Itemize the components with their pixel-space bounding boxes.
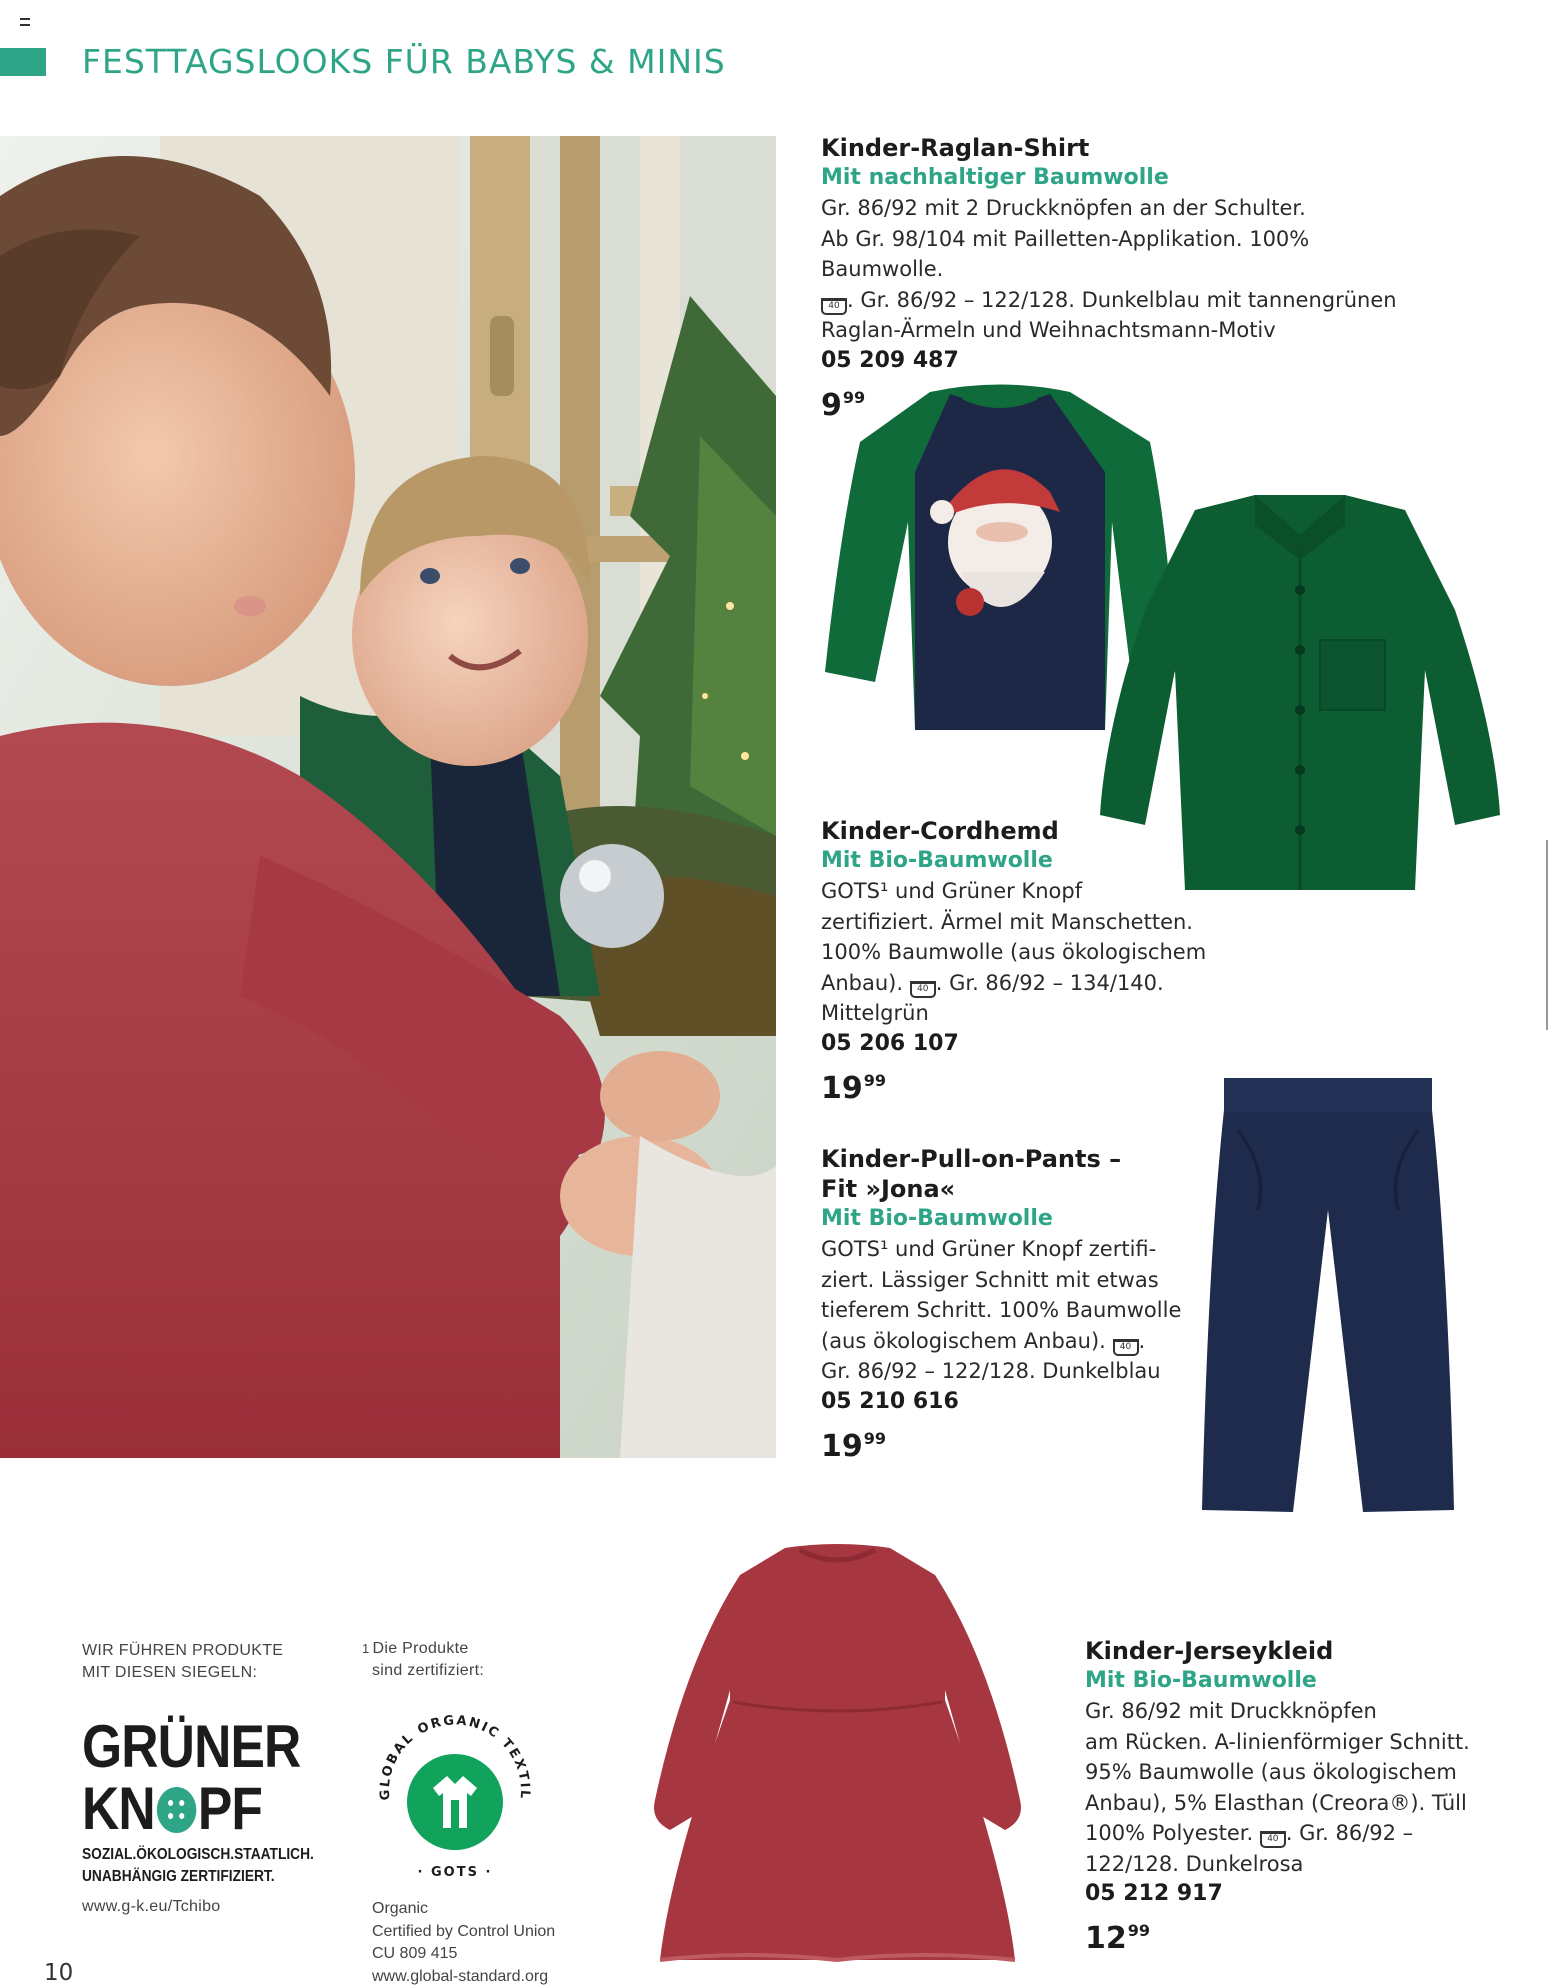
product-title: Kinder-Cordhemd (821, 817, 1059, 845)
gots-info (372, 1898, 555, 1988)
price-cents: 99 (863, 1070, 887, 1090)
wash-40-icon: 40 (1113, 1339, 1139, 1356)
product-title: Kinder-Raglan-Shirt (821, 134, 1090, 162)
gk-line1: GRÜNER (82, 1713, 301, 1780)
gk-tagline: UNABHÄNGIG ZERTIFIZIERT. (82, 1868, 275, 1885)
article-number: 05 210 616 (821, 1388, 959, 1414)
article-number: 05 209 487 (821, 347, 959, 373)
gk-line2b: PF (197, 1775, 263, 1842)
desc-line (821, 285, 1421, 316)
desc-line-text: . Gr. 86/92 – 122/128. Dunkelblau mit tannengrünen (847, 287, 1397, 312)
gots-info-line: Certified by Control Union (372, 1922, 556, 1940)
gk-line2a: KN (82, 1775, 155, 1842)
hero-photo (0, 136, 776, 1458)
product-subtitle: Mit nachhaltiger Baumwolle (821, 165, 1169, 190)
price-main: 19 (821, 1070, 863, 1106)
gots-info-line: Organic (372, 1900, 429, 1917)
desc-line: Mittelgrün (821, 1001, 929, 1025)
footnote-mark: 1 (362, 1641, 370, 1656)
product-title: Kinder-Jerseykleid (1085, 1637, 1334, 1665)
price (821, 1419, 1421, 1467)
page-edge-divider (1546, 840, 1548, 1030)
product-description (1085, 1696, 1545, 1879)
gruener-knopf-logo (82, 1713, 314, 1888)
gots-info-line: CU 809 415 (372, 1945, 458, 1962)
product-description (821, 193, 1421, 346)
price (1085, 1911, 1545, 1959)
desc-line-text: . Gr. 86/92 – (1285, 1821, 1414, 1845)
desc-line: Gr. 86/92 mit 2 Druckknöpfen an der Schulter. (821, 196, 1306, 220)
desc-line: GOTS¹ und Grüner Knopf (821, 879, 1083, 903)
seal-heading-line: MIT DIESEN SIEGELN: (82, 1664, 258, 1681)
desc-line: Gr. 86/92 mit Druckknöpfen (1085, 1699, 1377, 1723)
desc-line: 100% Baumwolle (aus ökologischem (821, 940, 1207, 964)
article-number: 05 212 917 (1085, 1881, 1223, 1906)
gots-bottom-text: · GOTS · (417, 1865, 493, 1880)
product-description (821, 1234, 1421, 1387)
desc-line: 95% Baumwolle (aus ökologischem (1085, 1760, 1457, 1784)
product-title-line: Fit »Jona« (821, 1175, 956, 1203)
desc-line (821, 1326, 1421, 1357)
header-accent-bar (0, 48, 46, 76)
desc-line-text: 100% Polyester. (1085, 1821, 1260, 1845)
desc-line: Gr. 86/92 – 122/128. Dunkelblau (821, 1359, 1161, 1383)
footnote-line: sind zertifiziert: (372, 1662, 485, 1679)
price-cents: 99 (842, 387, 866, 407)
wash-40-icon: 40 (821, 298, 847, 315)
button-icon (157, 1787, 197, 1833)
desc-line-text: . Gr. 86/92 – 134/140. (935, 970, 1164, 995)
wash-40-icon: 40 (910, 981, 936, 998)
jersey-dress-image (645, 1540, 1030, 1984)
product-subtitle: Mit Bio-Baumwolle (821, 1206, 1053, 1231)
seal-heading (82, 1640, 283, 1684)
gk-line2 (82, 1775, 263, 1842)
product-jerseykleid (1085, 1636, 1545, 1959)
desc-line-text: (aus ökologischem Anbau). (821, 1328, 1113, 1353)
desc-line-text: . (1138, 1328, 1146, 1353)
desc-line (821, 968, 1421, 999)
desc-line: Raglan-Ärmeln und Weihnachtsmann-Motiv (821, 318, 1276, 342)
desc-line: Anbau), 5% Elasthan (Creora®). Tüll (1085, 1790, 1467, 1815)
product-description (821, 876, 1421, 1029)
gk-tagline: SOZIAL.ÖKOLOGISCH.STAATLICH. (82, 1846, 314, 1863)
price-main: 19 (821, 1428, 863, 1464)
price-main: 9 (821, 387, 842, 423)
page-title: FESTTAGSLOOKS FÜR BABYS & MINIS (82, 42, 726, 81)
product-subtitle: Mit Bio-Baumwolle (1085, 1668, 1317, 1693)
gots-url[interactable]: www.global-standard.org (372, 1967, 549, 1985)
desc-line-text: Anbau). (821, 970, 910, 995)
gots-ring-text: GLOBAL ORGANIC TEXTIL (377, 1713, 533, 1801)
product-subtitle: Mit Bio-Baumwolle (821, 848, 1053, 873)
desc-line (1085, 1818, 1545, 1849)
product-pull-on-pants (821, 1144, 1421, 1467)
price-main: 12 (1085, 1921, 1127, 1956)
desc-line: GOTS¹ und Grüner Knopf zertifi- (821, 1237, 1157, 1261)
menu-icon[interactable] (20, 18, 30, 26)
article-number: 05 206 107 (821, 1030, 959, 1056)
seal-heading-line: WIR FÜHREN PRODUKTE (82, 1642, 284, 1659)
page-number: 10 (44, 1960, 74, 1986)
desc-line: 122/128. Dunkelrosa (1085, 1851, 1304, 1876)
desc-line: zertifiziert. Ärmel mit Manschetten. (821, 909, 1193, 934)
desc-line: tieferem Schritt. 100% Baumwolle (821, 1298, 1182, 1322)
desc-line: Ab Gr. 98/104 mit Pailletten-Applikation. 100% Baumwolle. (821, 226, 1310, 281)
footnote-line: Die Produkte (372, 1640, 469, 1657)
price-cents: 99 (1127, 1921, 1151, 1940)
footnote (362, 1638, 484, 1682)
desc-line: am Rücken. A-linienförmiger Schnitt. (1085, 1729, 1470, 1754)
product-title-line: Kinder-Pull-on-Pants – (821, 1145, 1122, 1173)
gots-logo (370, 1710, 540, 1889)
wash-40-icon: 40 (1260, 1831, 1286, 1848)
price-cents: 99 (863, 1428, 887, 1448)
gk-url[interactable]: www.g-k.eu/Tchibo (82, 1898, 221, 1915)
desc-line: ziert. Lässiger Schnitt mit etwas (821, 1267, 1159, 1292)
